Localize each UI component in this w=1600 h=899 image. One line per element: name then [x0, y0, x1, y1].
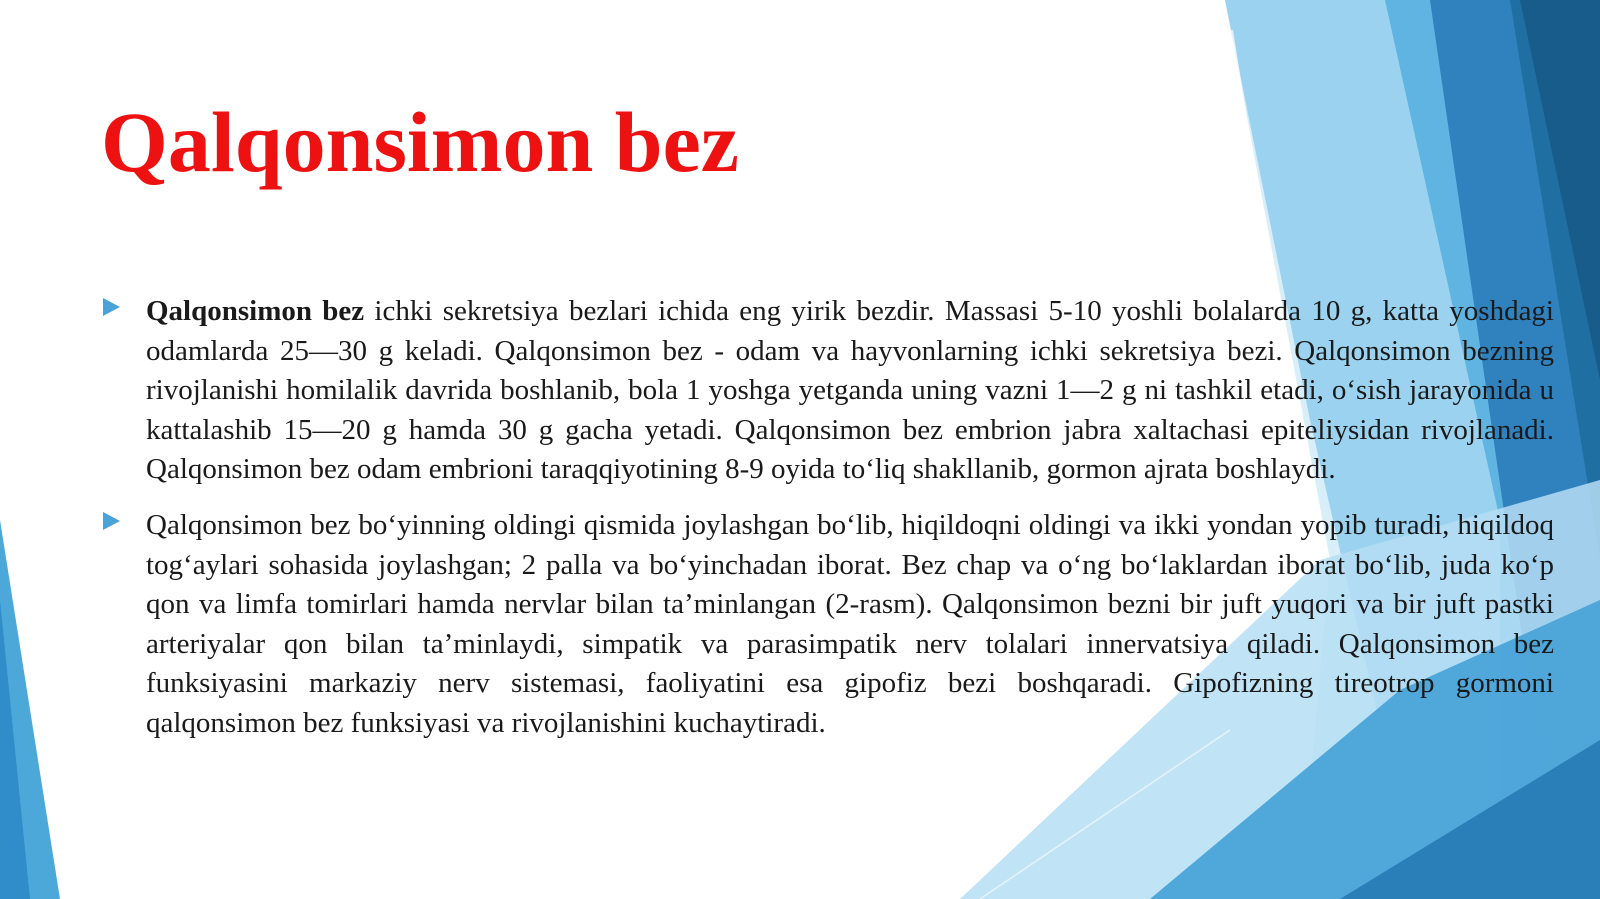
paragraph-lead-term: Qalqonsimon bez	[146, 295, 365, 327]
paragraph-text: Qalqonsimon bez bo‘yinning oldingi qismida joylashgan bo‘lib, hiqildoqni oldingi va ikki yondan yopib turadi, hiqildoq tog‘aylari sohasida joylashgan; 2 palla va bo‘yinchadan iborat. Bez chap va o‘ng bo‘laklardan iborat bo‘lib, juda ko‘p qon va limfa tomirlari hamda nervlar bilan ta’minlangan (2-rasm). Qalqonsimon bezni bir juft yuqori va bir juft pastki arteriyalar qon bilan ta’minlaydi, simpatik va parasimpatik nerv tolalari innervatsiya qiladi. Qalqonsimon bez funksiyasini markaziy nerv sistemasi, faoliyatini esa gipofiz bezi boshqaradi. Gipofizning tireotrop gormoni qalqonsimon bez funksiyasi va rivojlanishini kuchaytiradi.	[146, 508, 1554, 739]
bullet-paragraph-2	[101, 506, 1554, 744]
triangle-right-icon	[103, 298, 120, 316]
slide-title: Qalqonsimon bez	[101, 94, 739, 190]
triangle-right-icon	[103, 512, 120, 530]
slide-content	[101, 292, 1554, 760]
bullet-paragraph-1	[101, 292, 1554, 490]
paragraph-text: ichki sekretsiya bezlari ichida eng yirik bezdir. Massasi 5-10 yoshli bolalarda 10 g, katta yoshdagi odamlarda 25—30 g keladi. Qalqonsimon bez - odam va hayvonlarning ichki sekretsiya bezi. Qalqonsimon bezning rivojlanishi homilalik davrida boshlanib, bola 1 yoshga yetganda uning vazni 1—2 g ni tashkil etadi, o‘sish jarayonida u kattalashib 15—20 g hamda 30 g gacha yetadi. Qalqonsimon bez embrion jabra xaltachasi epiteliysidan rivojlanadi. Qalqonsimon bez odam embrioni taraqqiyotining 8-9 oyida to‘liq shakllanib, gormon ajrata boshlaydi.	[146, 295, 1554, 486]
